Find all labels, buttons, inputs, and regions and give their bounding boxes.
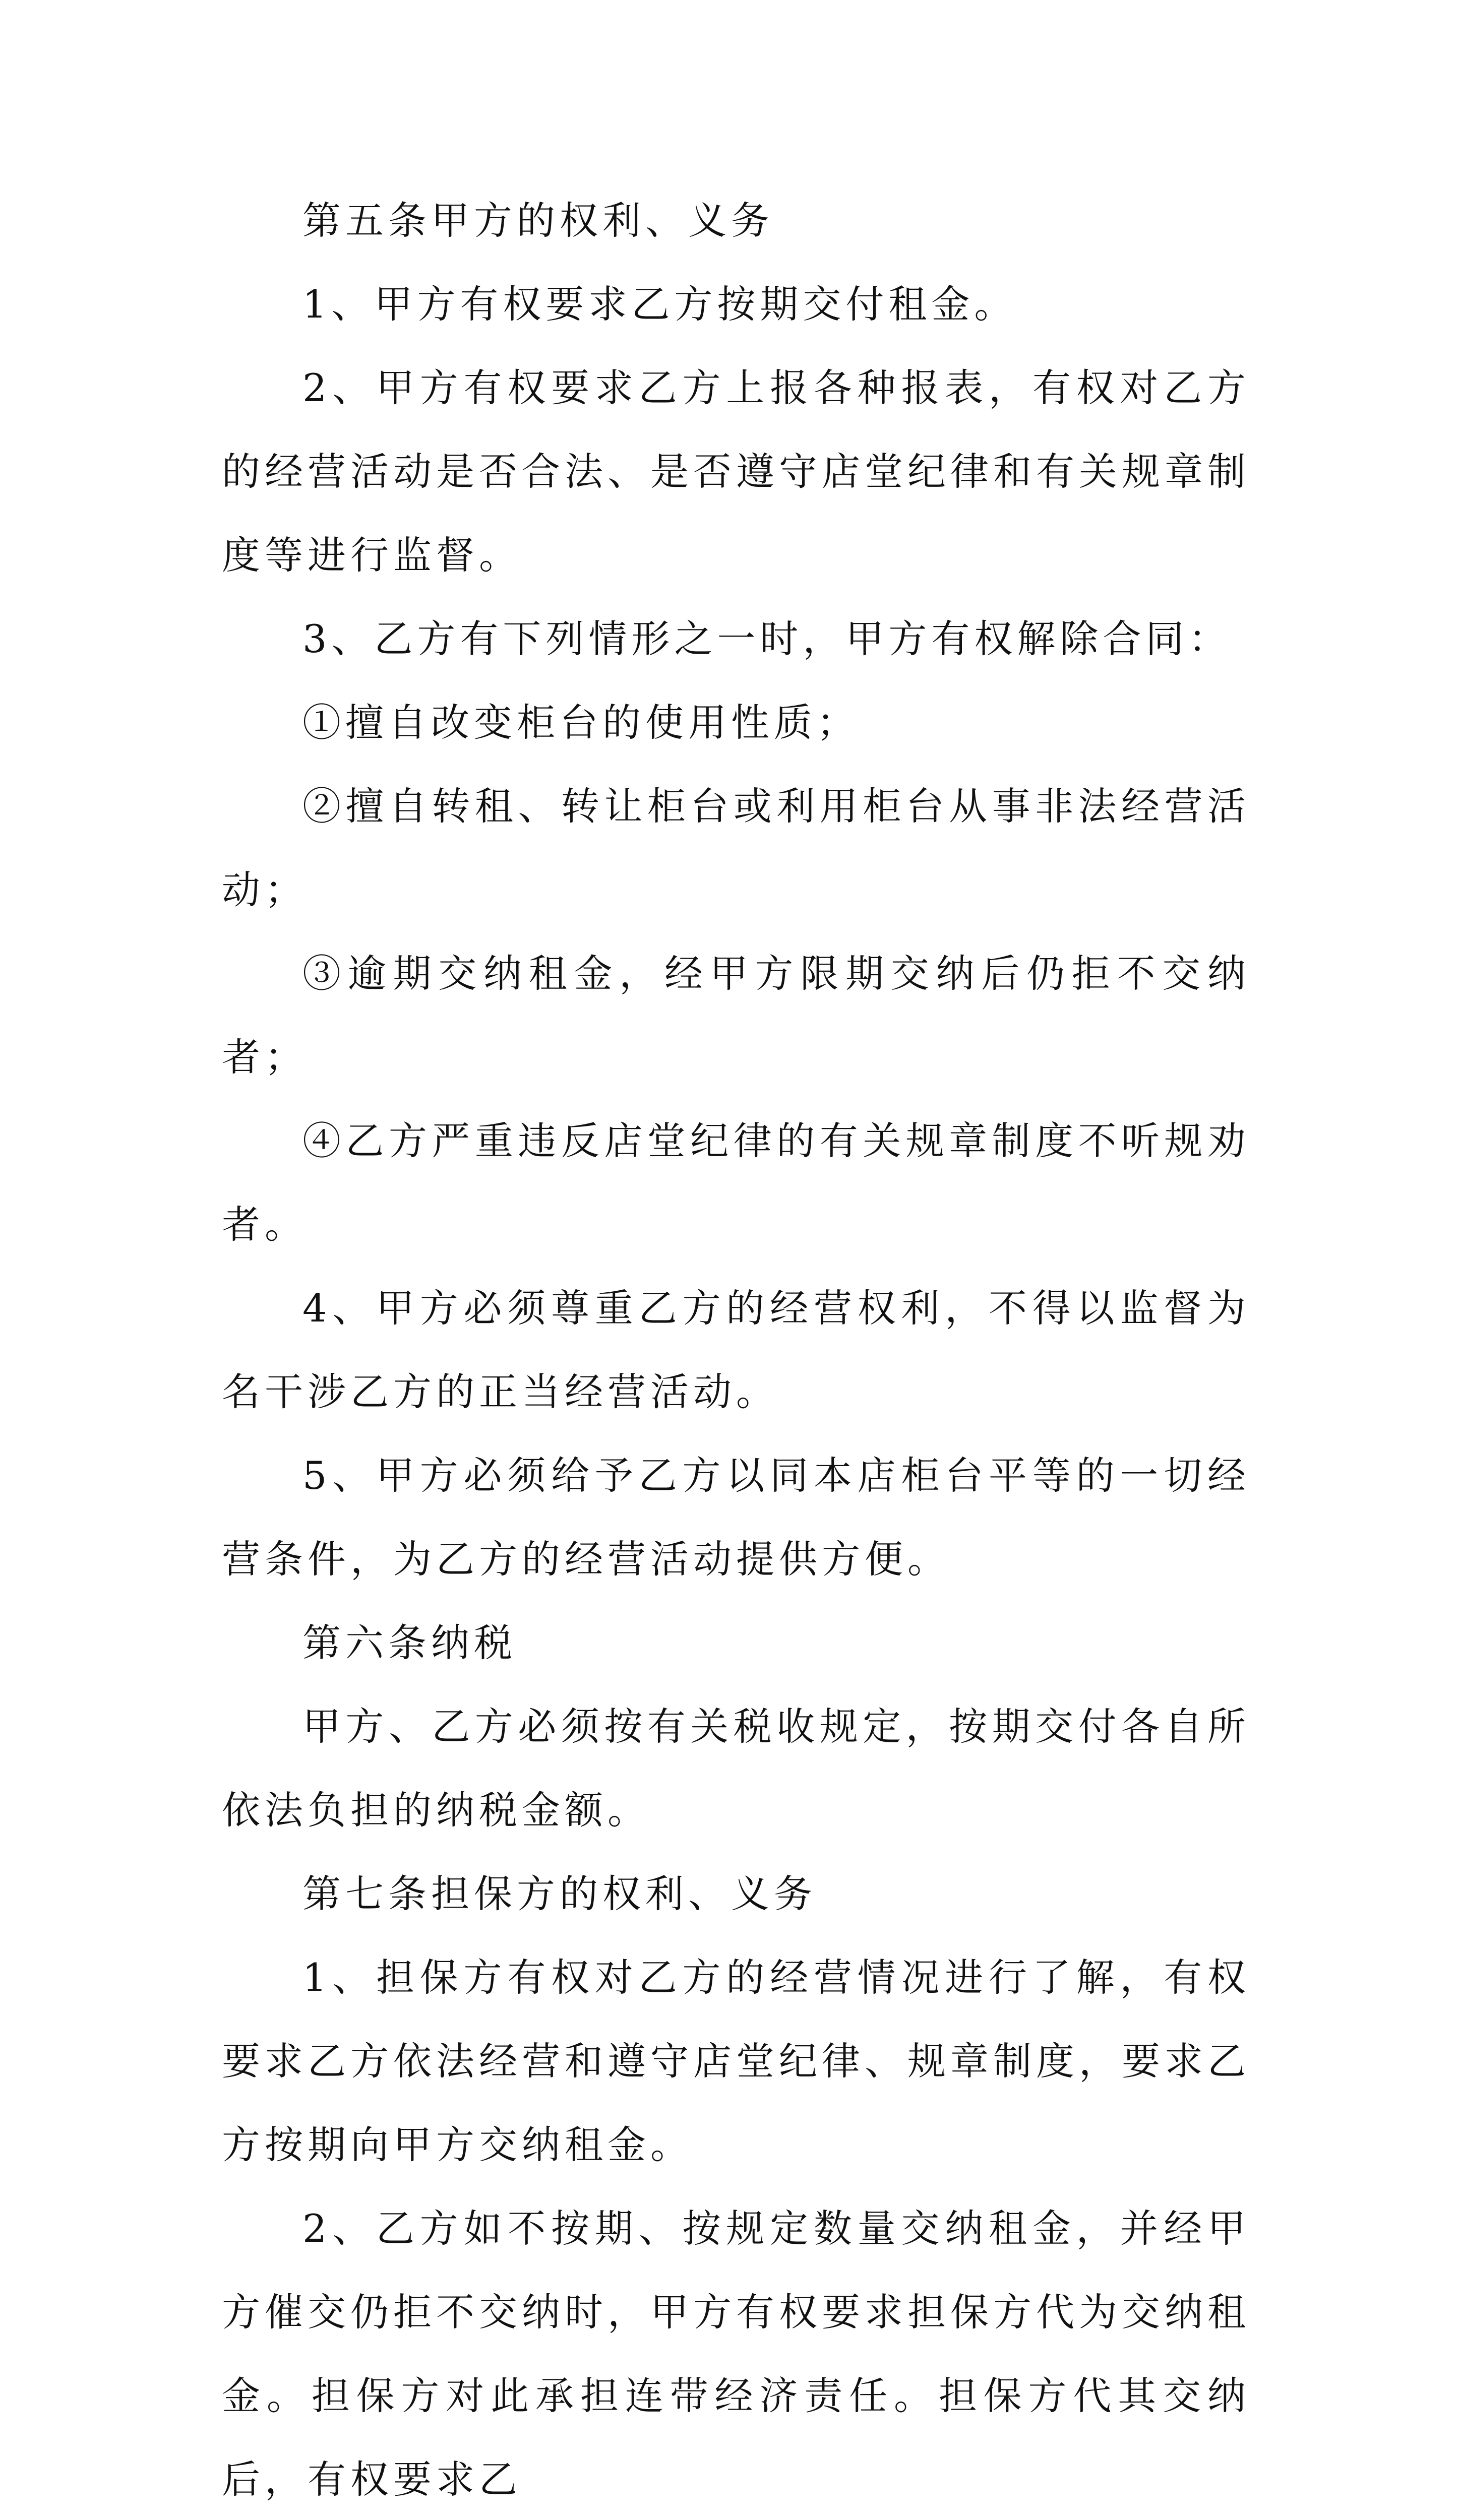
article-5-clause-2: 2、甲方有权要求乙方上报各种报表，有权对乙方的经营活动是否合法、是否遵守店堂纪律和有关规章制度等进行监督。: [222, 365, 1250, 578]
article-5-title: 第五条甲方的权利、义务: [302, 198, 774, 243]
article-7-clause-2: 2、乙方如不按期、按规定数量交纳租金，并经甲方催交仍拒不交纳时，甲方有权要求担保方代为交纳租金。担保方对此承担连带经济责任。担保方代其交纳后，有权要求乙: [222, 2206, 1250, 2502]
article-5-clause-4: 4、甲方必须尊重乙方的经营权利，不得以监督为名干涉乙方的正当经营活动。: [222, 1286, 1250, 1414]
article-7-clause-1: 1、担保方有权对乙方的经营情况进行了解，有权要求乙方依法经营和遵守店堂纪律、规章制度，要求乙方按期向甲方交纳租金。: [222, 1955, 1250, 2167]
article-5-clause-1: 1、甲方有权要求乙方按期交付租金。: [302, 282, 1017, 327]
article-5-clause-3-item-3: ③逾期交纳租金，经甲方限期交纳后仍拒不交纳者；: [222, 951, 1250, 1080]
article-6-title: 第六条纳税: [302, 1620, 517, 1665]
article-6-body: 甲方、乙方必须按有关税收规定，按期交付各自所依法负担的纳税金额。: [222, 1704, 1250, 1833]
article-5-clause-3-item-1: ①擅自改变柜台的使用性质；: [302, 700, 860, 745]
article-7-title: 第七条担保方的权利、义务: [302, 1871, 817, 1916]
article-5-clause-3-item-2: ②擅自转租、转让柜台或利用柜台从事非法经营活动；: [222, 784, 1250, 912]
article-5-clause-5: 5、甲方必须给予乙方以同本店柜台平等的一切经营条件，为乙方的经营活动提供方便。: [222, 1453, 1250, 1582]
article-5-clause-3: 3、乙方有下列情形之一时，甲方有权解除合同：: [302, 616, 1232, 661]
document-body: [222, 179, 1250, 2520]
article-5-clause-3-item-4: ④乙方严重违反店堂纪律的有关规章制度不听规劝者。: [222, 1118, 1250, 1247]
